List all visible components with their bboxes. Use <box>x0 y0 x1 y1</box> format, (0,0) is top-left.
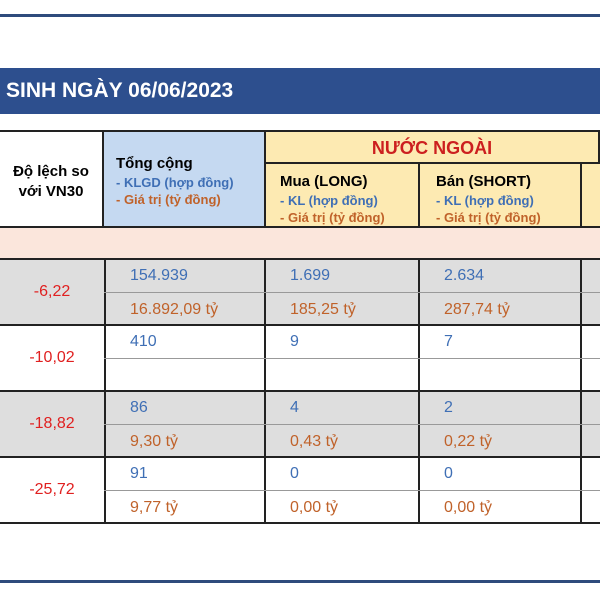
foreign-group-header <box>266 130 600 164</box>
total-volume: 410 <box>130 333 157 350</box>
sell-volume: 2.634 <box>444 267 485 284</box>
total-volume: 91 <box>130 465 148 482</box>
table-row <box>0 326 600 392</box>
sell-value: 287,74 tỷ <box>444 301 510 318</box>
buy-header-title: Mua (LONG) <box>280 173 368 190</box>
deviation-value: -6,22 <box>33 283 71 300</box>
deviation-value: -10,02 <box>29 349 75 366</box>
extra-column-header <box>582 164 600 228</box>
deviation-column-header <box>0 130 104 228</box>
report-title-banner <box>0 68 600 114</box>
total-column-header <box>104 130 266 228</box>
row-split <box>104 490 600 491</box>
deviation-value: -25,72 <box>29 481 75 498</box>
sell-header-volume: - KL (hợp đồng) <box>436 193 534 208</box>
buy-volume: 9 <box>290 333 299 350</box>
total-header-title: Tổng cộng <box>116 155 193 172</box>
total-value: 16.892,09 tỷ <box>130 301 219 318</box>
table-row <box>0 392 600 458</box>
total-value: 9,30 tỷ <box>130 433 179 450</box>
sell-value: 0,00 tỷ <box>444 499 493 516</box>
row-split <box>104 358 600 359</box>
buy-value: 185,25 tỷ <box>290 301 356 318</box>
buy-volume: 4 <box>290 399 299 416</box>
buy-volume: 1.699 <box>290 267 331 284</box>
table-row <box>0 458 600 524</box>
sell-volume: 2 <box>444 399 453 416</box>
total-value: 9,77 tỷ <box>130 499 179 516</box>
deviation-value: -18,82 <box>29 415 75 432</box>
buy-value: 0,00 tỷ <box>290 499 339 516</box>
row-split <box>104 292 600 293</box>
section-band <box>0 228 600 260</box>
total-volume: 86 <box>130 399 148 416</box>
buy-header-value: - Giá trị (tỷ đồng) <box>280 210 385 225</box>
buy-value: 0,43 tỷ <box>290 433 339 450</box>
sell-volume: 7 <box>444 333 453 350</box>
foreign-header-label: NƯỚC NGOÀI <box>371 138 493 158</box>
total-volume: 154.939 <box>130 267 188 284</box>
sell-header-value: - Giá trị (tỷ đồng) <box>436 210 541 225</box>
sell-column-header <box>420 164 582 228</box>
table-row <box>0 260 600 326</box>
top-rule <box>0 14 600 17</box>
buy-column-header <box>266 164 420 228</box>
report-title: SINH NGÀY 06/06/2023 <box>6 79 234 102</box>
sell-volume: 0 <box>444 465 453 482</box>
sell-value: 0,22 tỷ <box>444 433 493 450</box>
buy-header-volume: - KL (hợp đồng) <box>280 193 378 208</box>
buy-volume: 0 <box>290 465 299 482</box>
total-header-volume: - KLGD (hợp đồng) <box>116 175 234 190</box>
sell-header-title: Bán (SHORT) <box>436 173 531 190</box>
bottom-rule <box>0 580 600 583</box>
total-header-value: - Giá trị (tỷ đồng) <box>116 192 221 207</box>
deviation-header-label: Độ lệch so với VN30 <box>13 163 89 200</box>
row-split <box>104 424 600 425</box>
